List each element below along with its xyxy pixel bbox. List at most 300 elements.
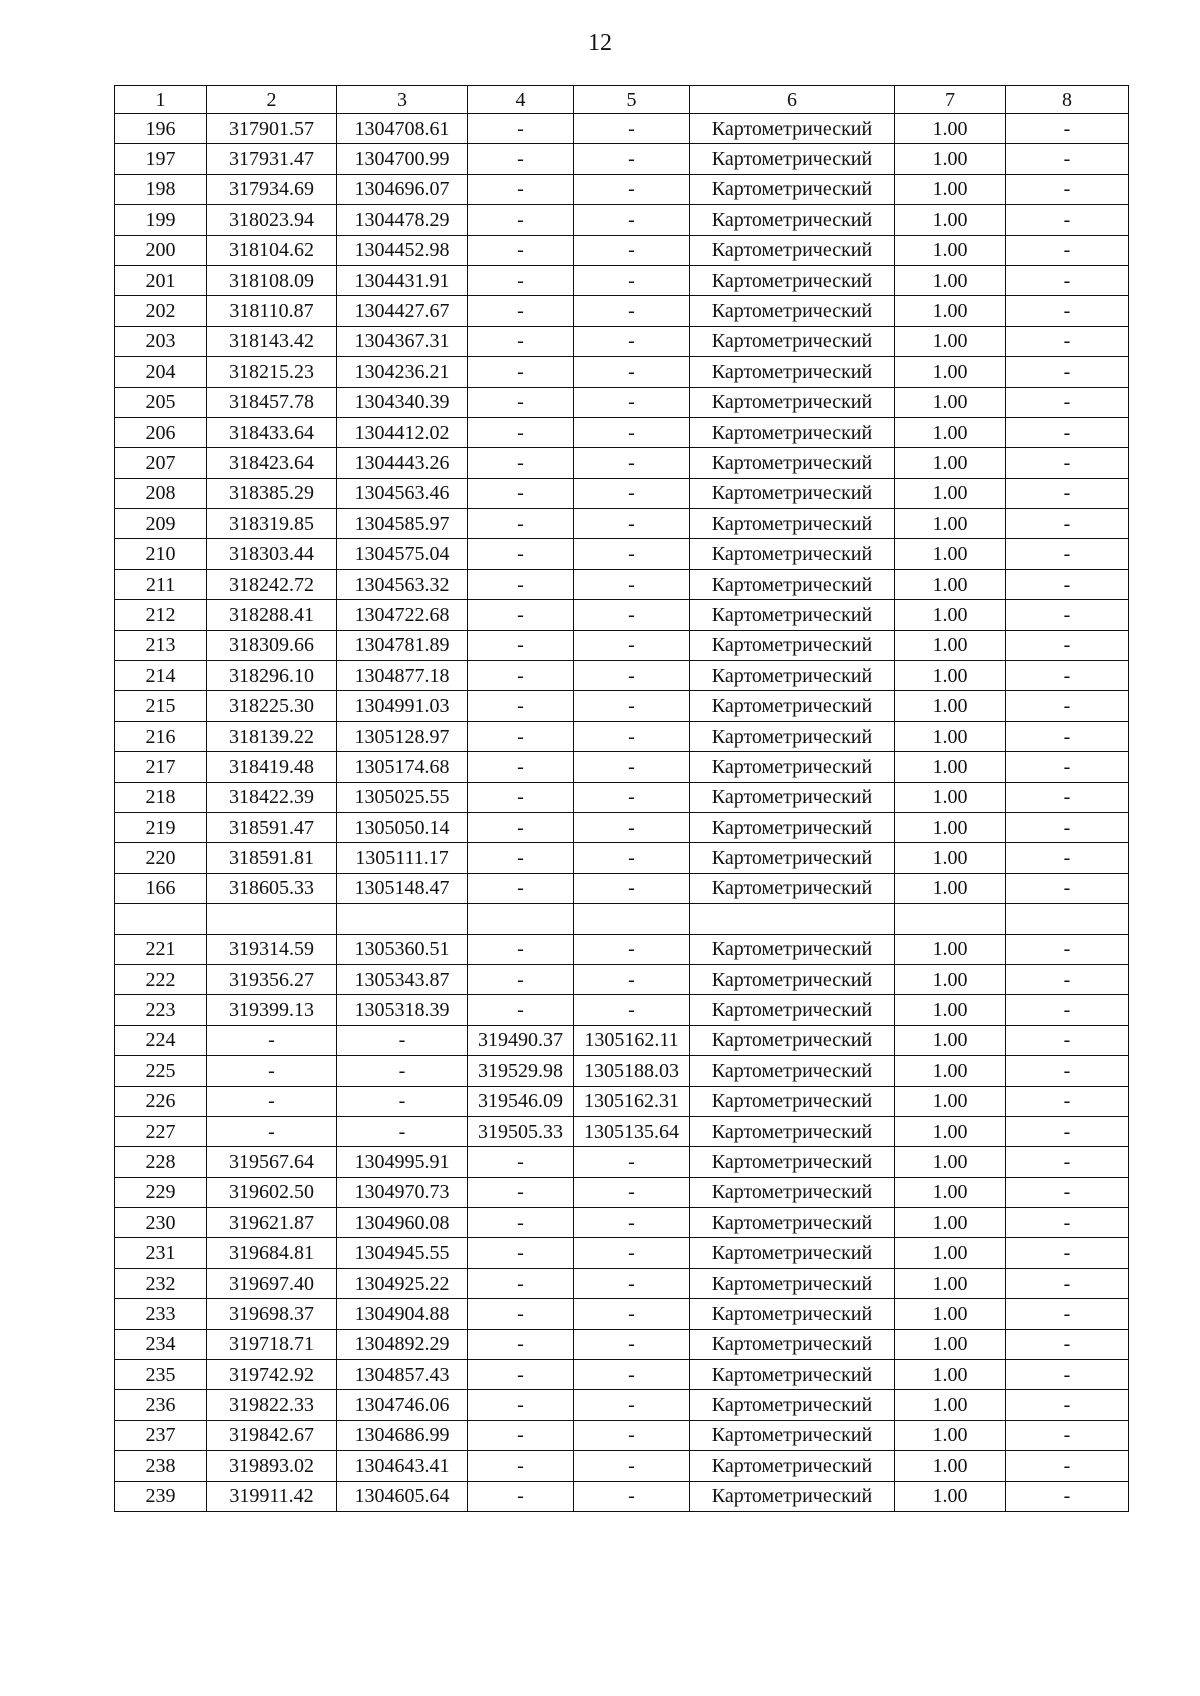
table-cell: 1.00 bbox=[895, 478, 1006, 508]
table-cell: 232 bbox=[115, 1268, 207, 1298]
table-cell: 1.00 bbox=[895, 721, 1006, 751]
table-cell: - bbox=[1006, 1451, 1129, 1481]
table-cell: - bbox=[468, 235, 574, 265]
table-cell: 1305174.68 bbox=[337, 752, 468, 782]
table-cell: - bbox=[468, 357, 574, 387]
table-cell: - bbox=[1006, 509, 1129, 539]
table-cell: - bbox=[468, 174, 574, 204]
table-cell: Картометрический bbox=[690, 1299, 895, 1329]
table-cell: 1.00 bbox=[895, 1086, 1006, 1116]
table-cell: 1.00 bbox=[895, 296, 1006, 326]
table-cell: 226 bbox=[115, 1086, 207, 1116]
table-cell: 207 bbox=[115, 448, 207, 478]
table-row bbox=[115, 1420, 1129, 1450]
table-cell: 198 bbox=[115, 174, 207, 204]
table-cell: - bbox=[207, 1056, 337, 1086]
table-cell: 227 bbox=[115, 1116, 207, 1146]
table-cell: 1.00 bbox=[895, 509, 1006, 539]
table-cell: 1304585.97 bbox=[337, 509, 468, 539]
table-cell: Картометрический bbox=[690, 174, 895, 204]
table-cell: Картометрический bbox=[690, 1329, 895, 1359]
table-cell: 218 bbox=[115, 782, 207, 812]
table-cell: 1304340.39 bbox=[337, 387, 468, 417]
table-cell: 1.00 bbox=[895, 752, 1006, 782]
table-cell: 1304995.91 bbox=[337, 1147, 468, 1177]
table-cell: 212 bbox=[115, 600, 207, 630]
table-cell bbox=[895, 904, 1006, 934]
table-cell: - bbox=[1006, 1420, 1129, 1450]
table-cell: 318385.29 bbox=[207, 478, 337, 508]
table-cell: 238 bbox=[115, 1451, 207, 1481]
table-cell: - bbox=[574, 387, 690, 417]
table-row bbox=[115, 357, 1129, 387]
table-cell: - bbox=[468, 661, 574, 691]
table-row bbox=[115, 296, 1129, 326]
table-cell: 1304925.22 bbox=[337, 1268, 468, 1298]
table-cell: 210 bbox=[115, 539, 207, 569]
table-cell: 1.00 bbox=[895, 1481, 1006, 1511]
table-row bbox=[115, 691, 1129, 721]
table-cell: - bbox=[1006, 843, 1129, 873]
table-cell: 1.00 bbox=[895, 569, 1006, 599]
table-cell: - bbox=[207, 1116, 337, 1146]
table-cell: 230 bbox=[115, 1208, 207, 1238]
table-cell: Картометрический bbox=[690, 934, 895, 964]
table-cell: Картометрический bbox=[690, 1420, 895, 1450]
table-cell: 1304696.07 bbox=[337, 174, 468, 204]
table-row bbox=[115, 265, 1129, 295]
table-cell: 211 bbox=[115, 569, 207, 599]
table-cell: - bbox=[1006, 539, 1129, 569]
table-cell: 1.00 bbox=[895, 387, 1006, 417]
table-cell: Картометрический bbox=[690, 1086, 895, 1116]
table-row bbox=[115, 114, 1129, 144]
table-cell: 318110.87 bbox=[207, 296, 337, 326]
table-cell: 1304575.04 bbox=[337, 539, 468, 569]
table-cell: Картометрический bbox=[690, 509, 895, 539]
table-cell: - bbox=[468, 1420, 574, 1450]
table-cell: 317934.69 bbox=[207, 174, 337, 204]
table-cell: Картометрический bbox=[690, 296, 895, 326]
column-header: 4 bbox=[468, 86, 574, 114]
table-cell: 319567.64 bbox=[207, 1147, 337, 1177]
table-cell: - bbox=[468, 539, 574, 569]
table-cell: - bbox=[468, 873, 574, 903]
table-cell: 319490.37 bbox=[468, 1025, 574, 1055]
table-row bbox=[115, 782, 1129, 812]
table-cell: 200 bbox=[115, 235, 207, 265]
table-cell: 1304412.02 bbox=[337, 417, 468, 447]
table-cell: 318457.78 bbox=[207, 387, 337, 417]
table-cell: 318423.64 bbox=[207, 448, 337, 478]
table-cell: - bbox=[337, 1025, 468, 1055]
table-cell: 318591.81 bbox=[207, 843, 337, 873]
table-cell: - bbox=[1006, 630, 1129, 660]
table-cell: Картометрический bbox=[690, 265, 895, 295]
table-cell: - bbox=[574, 782, 690, 812]
table-cell: - bbox=[468, 1329, 574, 1359]
table-row bbox=[115, 509, 1129, 539]
table-row bbox=[115, 964, 1129, 994]
table-cell: 1305162.31 bbox=[574, 1086, 690, 1116]
table-cell: 1304431.91 bbox=[337, 265, 468, 295]
table-cell: Картометрический bbox=[690, 114, 895, 144]
table-row bbox=[115, 934, 1129, 964]
table-cell: 205 bbox=[115, 387, 207, 417]
table-cell: 233 bbox=[115, 1299, 207, 1329]
table-cell: - bbox=[1006, 812, 1129, 842]
table-cell: - bbox=[1006, 964, 1129, 994]
column-header: 8 bbox=[1006, 86, 1129, 114]
table-cell: Картометрический bbox=[690, 843, 895, 873]
table-cell: - bbox=[574, 265, 690, 295]
table-cell: - bbox=[1006, 235, 1129, 265]
table-cell: 317901.57 bbox=[207, 114, 337, 144]
table-cell: 319698.37 bbox=[207, 1299, 337, 1329]
table-cell: 318023.94 bbox=[207, 205, 337, 235]
table-cell: Картометрический bbox=[690, 205, 895, 235]
table-row bbox=[115, 843, 1129, 873]
table-cell: 317931.47 bbox=[207, 144, 337, 174]
table-cell: 202 bbox=[115, 296, 207, 326]
table-cell: - bbox=[337, 1086, 468, 1116]
table-cell: - bbox=[1006, 752, 1129, 782]
table-cell: Картометрический bbox=[690, 326, 895, 356]
column-header: 5 bbox=[574, 86, 690, 114]
table-cell: - bbox=[574, 569, 690, 599]
table-cell: Картометрический bbox=[690, 1177, 895, 1207]
table-cell: Картометрический bbox=[690, 235, 895, 265]
table-cell: 229 bbox=[115, 1177, 207, 1207]
table-cell: - bbox=[468, 417, 574, 447]
table-cell: - bbox=[468, 1299, 574, 1329]
table-cell: 237 bbox=[115, 1420, 207, 1450]
table-cell: 319505.33 bbox=[468, 1116, 574, 1146]
table-row bbox=[115, 1056, 1129, 1086]
table-cell: - bbox=[468, 600, 574, 630]
table-cell: 1.00 bbox=[895, 357, 1006, 387]
table-cell: Картометрический bbox=[690, 1451, 895, 1481]
table-cell: 1305360.51 bbox=[337, 934, 468, 964]
table-cell: - bbox=[1006, 1360, 1129, 1390]
table-cell: 319314.59 bbox=[207, 934, 337, 964]
table-row bbox=[115, 569, 1129, 599]
table-cell: - bbox=[1006, 995, 1129, 1025]
table-cell: 225 bbox=[115, 1056, 207, 1086]
table-row bbox=[115, 1147, 1129, 1177]
table-cell: - bbox=[468, 1238, 574, 1268]
table-cell: 1305111.17 bbox=[337, 843, 468, 873]
table-cell: - bbox=[1006, 296, 1129, 326]
table-cell: 1.00 bbox=[895, 843, 1006, 873]
table-cell: - bbox=[1006, 417, 1129, 447]
table-row bbox=[115, 873, 1129, 903]
table-cell: - bbox=[337, 1116, 468, 1146]
table-cell bbox=[337, 904, 468, 934]
table-cell: Картометрический bbox=[690, 1268, 895, 1298]
table-cell: Картометрический bbox=[690, 964, 895, 994]
table-cell: 1.00 bbox=[895, 1451, 1006, 1481]
table-cell: 1.00 bbox=[895, 1238, 1006, 1268]
table-cell: - bbox=[574, 812, 690, 842]
table-cell: 318419.48 bbox=[207, 752, 337, 782]
table-cell: - bbox=[468, 721, 574, 751]
table-cell: - bbox=[468, 812, 574, 842]
table-cell: - bbox=[574, 661, 690, 691]
table-cell: - bbox=[574, 1481, 690, 1511]
table-cell: - bbox=[468, 1360, 574, 1390]
table-cell: Картометрический bbox=[690, 448, 895, 478]
table-cell: Картометрический bbox=[690, 1208, 895, 1238]
table-cell: Картометрический bbox=[690, 1147, 895, 1177]
table-cell: 220 bbox=[115, 843, 207, 873]
table-cell: 1.00 bbox=[895, 1116, 1006, 1146]
table-row bbox=[115, 995, 1129, 1025]
table-row bbox=[115, 144, 1129, 174]
table-cell: - bbox=[574, 235, 690, 265]
table-cell: Картометрический bbox=[690, 995, 895, 1025]
table-cell: 1.00 bbox=[895, 1329, 1006, 1359]
table-cell: 319546.09 bbox=[468, 1086, 574, 1116]
table-cell: 1305162.11 bbox=[574, 1025, 690, 1055]
table-row bbox=[115, 1299, 1129, 1329]
table-cell: - bbox=[1006, 265, 1129, 295]
table-cell: - bbox=[337, 1056, 468, 1086]
table-cell: 318143.42 bbox=[207, 326, 337, 356]
table-cell: 1.00 bbox=[895, 326, 1006, 356]
table-cell: - bbox=[574, 1147, 690, 1177]
table-cell: - bbox=[1006, 326, 1129, 356]
table-cell: 1.00 bbox=[895, 630, 1006, 660]
table-cell: 1.00 bbox=[895, 1420, 1006, 1450]
table-cell: 318309.66 bbox=[207, 630, 337, 660]
table-cell: Картометрический bbox=[690, 417, 895, 447]
table-cell: - bbox=[574, 1420, 690, 1450]
table-cell: 1.00 bbox=[895, 1208, 1006, 1238]
table-cell: 318104.62 bbox=[207, 235, 337, 265]
table-cell: 224 bbox=[115, 1025, 207, 1055]
table-cell: - bbox=[1006, 661, 1129, 691]
table-cell: Картометрический bbox=[690, 1116, 895, 1146]
table-cell: Картометрический bbox=[690, 721, 895, 751]
table-cell bbox=[468, 904, 574, 934]
table-cell: - bbox=[1006, 1086, 1129, 1116]
table-cell: 318605.33 bbox=[207, 873, 337, 903]
table-body bbox=[115, 86, 1129, 1512]
table-cell: 1304367.31 bbox=[337, 326, 468, 356]
table-cell: - bbox=[574, 539, 690, 569]
table-cell bbox=[115, 904, 207, 934]
table-cell: 1.00 bbox=[895, 1025, 1006, 1055]
table-cell: 1.00 bbox=[895, 265, 1006, 295]
table-cell: 1304452.98 bbox=[337, 235, 468, 265]
table-cell: - bbox=[574, 721, 690, 751]
table-cell: Картометрический bbox=[690, 478, 895, 508]
table-cell: 1.00 bbox=[895, 934, 1006, 964]
table-row-blank bbox=[115, 904, 1129, 934]
table-cell: - bbox=[1006, 1299, 1129, 1329]
table-cell: - bbox=[468, 1208, 574, 1238]
table-row bbox=[115, 1481, 1129, 1511]
table-cell: 1304960.08 bbox=[337, 1208, 468, 1238]
table-cell: - bbox=[574, 448, 690, 478]
table-cell: Картометрический bbox=[690, 661, 895, 691]
table-cell: - bbox=[1006, 691, 1129, 721]
table-cell: 206 bbox=[115, 417, 207, 447]
table-cell: - bbox=[1006, 387, 1129, 417]
table-cell: 319602.50 bbox=[207, 1177, 337, 1207]
table-cell: Картометрический bbox=[690, 630, 895, 660]
table-cell: 1.00 bbox=[895, 448, 1006, 478]
table-cell: 318303.44 bbox=[207, 539, 337, 569]
table-cell: - bbox=[468, 1481, 574, 1511]
table-row bbox=[115, 812, 1129, 842]
table-cell: 1304722.68 bbox=[337, 600, 468, 630]
table-cell: 234 bbox=[115, 1329, 207, 1359]
table-cell: 223 bbox=[115, 995, 207, 1025]
table-cell: 1.00 bbox=[895, 812, 1006, 842]
table-cell: 1305135.64 bbox=[574, 1116, 690, 1146]
table-cell: 1.00 bbox=[895, 600, 1006, 630]
table-cell: 1.00 bbox=[895, 1147, 1006, 1177]
table-cell: - bbox=[1006, 144, 1129, 174]
table-cell: - bbox=[1006, 174, 1129, 204]
table-cell: 319399.13 bbox=[207, 995, 337, 1025]
table-row bbox=[115, 205, 1129, 235]
table-cell: - bbox=[574, 114, 690, 144]
page-number: 12 bbox=[588, 30, 612, 56]
table-cell: - bbox=[468, 964, 574, 994]
table-cell: - bbox=[1006, 600, 1129, 630]
table-cell: 221 bbox=[115, 934, 207, 964]
table-cell: - bbox=[1006, 114, 1129, 144]
table-row bbox=[115, 387, 1129, 417]
table-cell: - bbox=[574, 174, 690, 204]
table-cell: 1304563.46 bbox=[337, 478, 468, 508]
table-cell: - bbox=[574, 691, 690, 721]
table-cell: 209 bbox=[115, 509, 207, 539]
table-header-row bbox=[115, 86, 1129, 114]
table-cell: - bbox=[1006, 448, 1129, 478]
table-cell: - bbox=[574, 205, 690, 235]
table-cell: - bbox=[1006, 1390, 1129, 1420]
table-cell: Картометрический bbox=[690, 752, 895, 782]
table-cell: - bbox=[1006, 873, 1129, 903]
table-cell: 222 bbox=[115, 964, 207, 994]
table-cell: - bbox=[574, 1390, 690, 1420]
table-cell: Картометрический bbox=[690, 569, 895, 599]
table-cell: 1304892.29 bbox=[337, 1329, 468, 1359]
table-cell: - bbox=[574, 1329, 690, 1359]
table-cell: - bbox=[1006, 1238, 1129, 1268]
column-header: 2 bbox=[207, 86, 337, 114]
table-cell: - bbox=[468, 1268, 574, 1298]
table-row bbox=[115, 448, 1129, 478]
table-cell: - bbox=[468, 509, 574, 539]
table-cell: - bbox=[1006, 1147, 1129, 1177]
table-cell: 196 bbox=[115, 114, 207, 144]
table-cell: 215 bbox=[115, 691, 207, 721]
table-row bbox=[115, 1360, 1129, 1390]
table-row bbox=[115, 1177, 1129, 1207]
table-cell: 318288.41 bbox=[207, 600, 337, 630]
table-cell: Картометрический bbox=[690, 691, 895, 721]
table-cell: 1304427.67 bbox=[337, 296, 468, 326]
table-cell: - bbox=[468, 205, 574, 235]
table-cell: Картометрический bbox=[690, 539, 895, 569]
table-cell: - bbox=[1006, 1056, 1129, 1086]
table-cell: - bbox=[574, 843, 690, 873]
table-cell: 1.00 bbox=[895, 174, 1006, 204]
table-cell: - bbox=[574, 1238, 690, 1268]
table-cell bbox=[690, 904, 895, 934]
coordinates-table bbox=[114, 85, 1129, 1512]
table-cell bbox=[1006, 904, 1129, 934]
table-cell: - bbox=[574, 995, 690, 1025]
table-cell: 201 bbox=[115, 265, 207, 295]
table-cell: 319893.02 bbox=[207, 1451, 337, 1481]
table-cell: 319742.92 bbox=[207, 1360, 337, 1390]
table-row bbox=[115, 539, 1129, 569]
table-cell: 1305050.14 bbox=[337, 812, 468, 842]
table-row bbox=[115, 1268, 1129, 1298]
table-cell: 1.00 bbox=[895, 661, 1006, 691]
table-cell: - bbox=[574, 1299, 690, 1329]
table-cell: 231 bbox=[115, 1238, 207, 1268]
table-cell: - bbox=[574, 1208, 690, 1238]
table-cell: - bbox=[1006, 934, 1129, 964]
table-row bbox=[115, 1208, 1129, 1238]
table-cell: - bbox=[207, 1086, 337, 1116]
table-cell: 318422.39 bbox=[207, 782, 337, 812]
table-cell: 1.00 bbox=[895, 995, 1006, 1025]
table-cell: Картометрический bbox=[690, 1056, 895, 1086]
table-cell: 318591.47 bbox=[207, 812, 337, 842]
table-cell: - bbox=[1006, 1268, 1129, 1298]
table-cell: - bbox=[207, 1025, 337, 1055]
table-cell: - bbox=[574, 752, 690, 782]
table-cell: 1.00 bbox=[895, 114, 1006, 144]
table-cell: 1305148.47 bbox=[337, 873, 468, 903]
table-cell: 1.00 bbox=[895, 1299, 1006, 1329]
table-row bbox=[115, 752, 1129, 782]
table-cell: 239 bbox=[115, 1481, 207, 1511]
table-cell: 1304700.99 bbox=[337, 144, 468, 174]
table-cell: 1304904.88 bbox=[337, 1299, 468, 1329]
table-cell: 1.00 bbox=[895, 873, 1006, 903]
table-cell: 1.00 bbox=[895, 539, 1006, 569]
table-cell: - bbox=[468, 296, 574, 326]
table-cell: 1304443.26 bbox=[337, 448, 468, 478]
column-header: 6 bbox=[690, 86, 895, 114]
table-cell: 1.00 bbox=[895, 964, 1006, 994]
table-cell: - bbox=[468, 843, 574, 873]
table-cell: - bbox=[1006, 1481, 1129, 1511]
table-cell: 1304857.43 bbox=[337, 1360, 468, 1390]
table-cell: 1304686.99 bbox=[337, 1420, 468, 1450]
table-cell: Картометрический bbox=[690, 357, 895, 387]
table-cell: - bbox=[468, 630, 574, 660]
table-cell: Картометрический bbox=[690, 1025, 895, 1055]
table-row bbox=[115, 661, 1129, 691]
table-cell: - bbox=[574, 478, 690, 508]
table-cell: 1.00 bbox=[895, 144, 1006, 174]
table-cell: 214 bbox=[115, 661, 207, 691]
table-cell: 319911.42 bbox=[207, 1481, 337, 1511]
table-cell: - bbox=[468, 569, 574, 599]
table-cell: 199 bbox=[115, 205, 207, 235]
table-cell: 1304643.41 bbox=[337, 1451, 468, 1481]
